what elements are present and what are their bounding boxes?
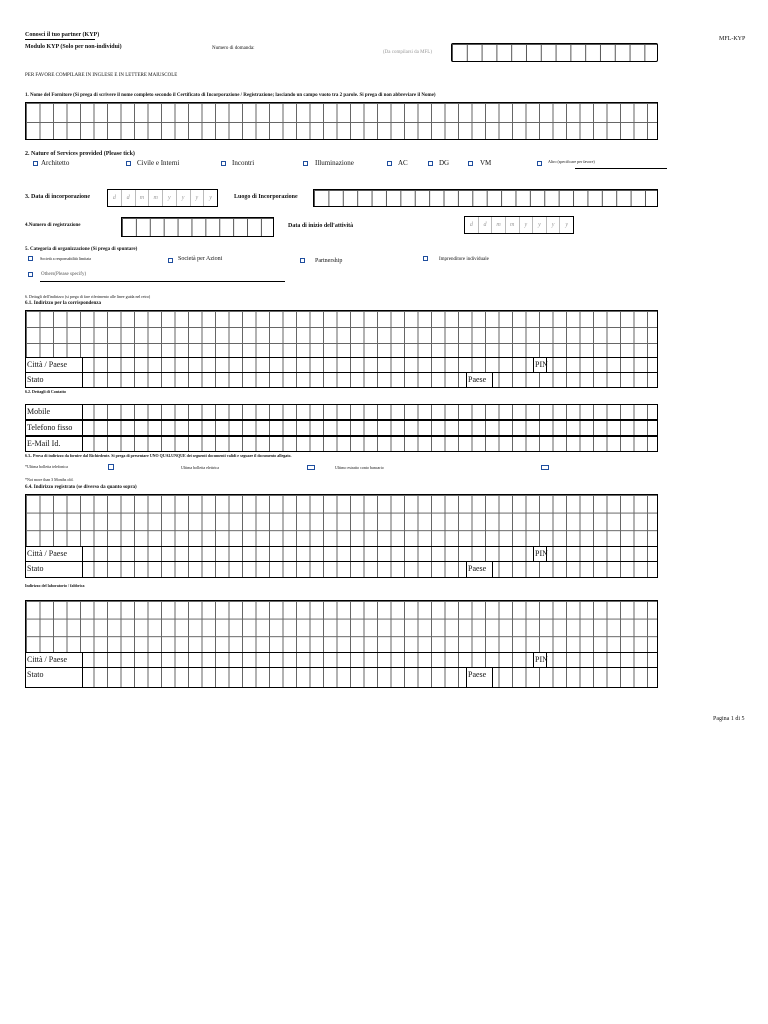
- registered-address-label: 6.4. Indirizzo registrato (se diverso da quanto sopra): [25, 485, 137, 490]
- checkbox-proof-phone[interactable]: [108, 464, 114, 470]
- others-specify-line[interactable]: [40, 281, 285, 282]
- registration-number-field[interactable]: [121, 217, 274, 237]
- checkbox-ac[interactable]: [387, 161, 392, 166]
- checkbox-altro[interactable]: [537, 161, 542, 166]
- correspondence-city-row[interactable]: [25, 358, 658, 373]
- city-label: Città / Paese: [26, 358, 83, 372]
- date-y3: y: [191, 190, 205, 206]
- factory-address-field[interactable]: [25, 600, 658, 653]
- application-number-note: (Da compilarsi da MFL): [383, 50, 433, 55]
- incorporation-place-field[interactable]: [313, 189, 658, 207]
- proof-option-phone: *Ultima bolletta telefonica: [25, 464, 68, 469]
- checkbox-architetto[interactable]: [33, 161, 38, 166]
- registered-address-field[interactable]: [25, 494, 658, 547]
- application-number-label: Numero di domanda:: [212, 46, 255, 51]
- country-label: Paese: [466, 373, 493, 387]
- checkbox-imprenditore[interactable]: [423, 256, 428, 261]
- mobile-row[interactable]: [25, 404, 658, 420]
- start-date-y2: y: [533, 217, 547, 233]
- option-ac: AC: [398, 159, 408, 167]
- email-row[interactable]: [25, 436, 658, 452]
- services-label: 2. Nature of Services provided (Please tick): [25, 151, 135, 157]
- checkbox-others[interactable]: [28, 272, 33, 277]
- start-date-m1: m: [492, 217, 506, 233]
- checkbox-vm[interactable]: [468, 161, 473, 166]
- correspondence-address-field[interactable]: [25, 310, 658, 358]
- form-subtitle: Modulo KYP (Solo per non-individui): [25, 44, 122, 50]
- date-y2: y: [177, 190, 191, 206]
- registered-city-label: Città / Paese: [26, 547, 83, 561]
- incorporation-date-label: 3. Data di incorporazione: [25, 194, 90, 200]
- factory-country-label: Paese: [466, 668, 493, 687]
- option-civile: Civile e Interni: [137, 159, 180, 167]
- checkbox-dg[interactable]: [428, 161, 433, 166]
- checkbox-incontri[interactable]: [221, 161, 226, 166]
- start-date-d1: d: [465, 217, 479, 233]
- supplier-name-field[interactable]: [25, 102, 658, 140]
- factory-pin-label: PIN: [533, 653, 547, 667]
- option-illuminazione: Illuminazione: [315, 159, 354, 167]
- organization-category-label: 5. Categoria di organizzazione (Si prega di spuntare): [25, 247, 138, 252]
- checkbox-spa[interactable]: [168, 258, 173, 263]
- checkbox-civile[interactable]: [126, 161, 131, 166]
- checkbox-srl[interactable]: [28, 256, 33, 261]
- correspondence-state-row[interactable]: [25, 373, 658, 388]
- registration-number-label: 4.Numero di registrazione: [25, 223, 81, 228]
- checkbox-partnership[interactable]: [300, 258, 305, 263]
- phone-label: Telefono fisso: [26, 421, 83, 435]
- altro-specify-line[interactable]: [575, 168, 667, 169]
- date-m1: m: [136, 190, 150, 206]
- date-d2: d: [122, 190, 136, 206]
- option-imprenditore: Imprenditore individuale: [439, 257, 489, 262]
- date-d1: d: [108, 190, 122, 206]
- option-srl: Società a responsabilità limitata: [40, 256, 91, 261]
- title-underline: [25, 39, 95, 40]
- address-proof-label: 6.3.. Prova di indirizzo da fornire dal Richiedente. Si prega di presentare UNO QUALUNQUE dei seguenti documenti validi e seguare il documento allegato.: [25, 453, 292, 458]
- start-date-y3: y: [547, 217, 561, 233]
- pin-label: PIN: [533, 358, 547, 372]
- form-code: MFL-KYP: [719, 36, 746, 42]
- proof-note: *Not more than 3 Months old.: [25, 477, 74, 482]
- proof-option-bank: Ultimo estratto conto bancario: [335, 465, 384, 470]
- start-date-label: Data di inizio dell'attività: [288, 223, 354, 229]
- checkbox-illuminazione[interactable]: [303, 161, 308, 166]
- proof-option-electric: Ultima bolletta elettrica: [181, 465, 219, 470]
- option-partnership: Partnership: [315, 258, 343, 264]
- mobile-label: Mobile: [26, 405, 83, 419]
- registered-state-row[interactable]: [25, 562, 658, 578]
- address-details-intro: 6. Dettagli dell'indirizzo (si prega di fare riferimento alle linee guida nel retro): [25, 294, 151, 299]
- start-date-y1: y: [520, 217, 534, 233]
- factory-city-label: Città / Paese: [26, 653, 83, 667]
- factory-city-row[interactable]: [25, 653, 658, 668]
- factory-state-label: Stato: [26, 668, 83, 687]
- date-y4: y: [209, 195, 212, 201]
- state-label: Stato: [26, 373, 83, 387]
- start-date-d2: d: [479, 217, 493, 233]
- registered-state-label: Stato: [26, 562, 83, 577]
- correspondence-address-label: 6.1. Indirizzo per la corrispondenza: [25, 301, 102, 306]
- checkbox-proof-electric[interactable]: [307, 465, 315, 470]
- option-others: Others(Please specify): [41, 272, 87, 277]
- option-dg: DG: [439, 159, 450, 167]
- contact-details-label: 6.2. Dettagli di Contatto: [25, 389, 66, 394]
- option-vm: VM: [480, 159, 492, 167]
- registered-city-row[interactable]: [25, 547, 658, 562]
- incorporation-place-label: Luogo di Incorporazione: [234, 194, 298, 200]
- option-architetto: Architetto: [41, 159, 70, 167]
- registered-country-label: Paese: [466, 562, 493, 577]
- instruction-text: PER FAVORE COMPILARE IN INGLESE E IN LETTERE MAIUSCOLE: [25, 73, 178, 78]
- checkbox-proof-bank[interactable]: [541, 465, 549, 470]
- form-title: Conosci il tuo partner (KYP): [25, 32, 100, 38]
- page-number: Pagina 1 di 5: [713, 716, 745, 722]
- incorporation-date-field[interactable]: [107, 189, 218, 207]
- email-label: E-Mail Id.: [26, 437, 83, 451]
- phone-row[interactable]: [25, 420, 658, 436]
- supplier-name-label: 1. Nome del Fornitore (Si prega di scrivere il nome completo secondo il Certificato di Incorporazione / Registrazione; lasciando un campo vuoto tra 2 parole. Si prega di non abbreviare il Nome): [25, 93, 436, 98]
- start-date-m2: m: [506, 217, 520, 233]
- start-date-field[interactable]: [464, 216, 574, 234]
- option-incontri: Incontri: [232, 159, 255, 167]
- date-m2: m: [149, 190, 163, 206]
- registered-pin-label: PIN: [533, 547, 547, 561]
- factory-address-label: Indirizzo del laboratorio / fabbrica: [25, 583, 85, 588]
- option-spa: Società per Azioni: [178, 256, 223, 262]
- start-date-y4: y: [565, 222, 569, 228]
- option-altro: Altro (specificare per favore): [548, 159, 595, 164]
- date-y1: y: [163, 190, 177, 206]
- factory-state-row[interactable]: [25, 668, 658, 688]
- application-number-field[interactable]: [451, 43, 658, 62]
